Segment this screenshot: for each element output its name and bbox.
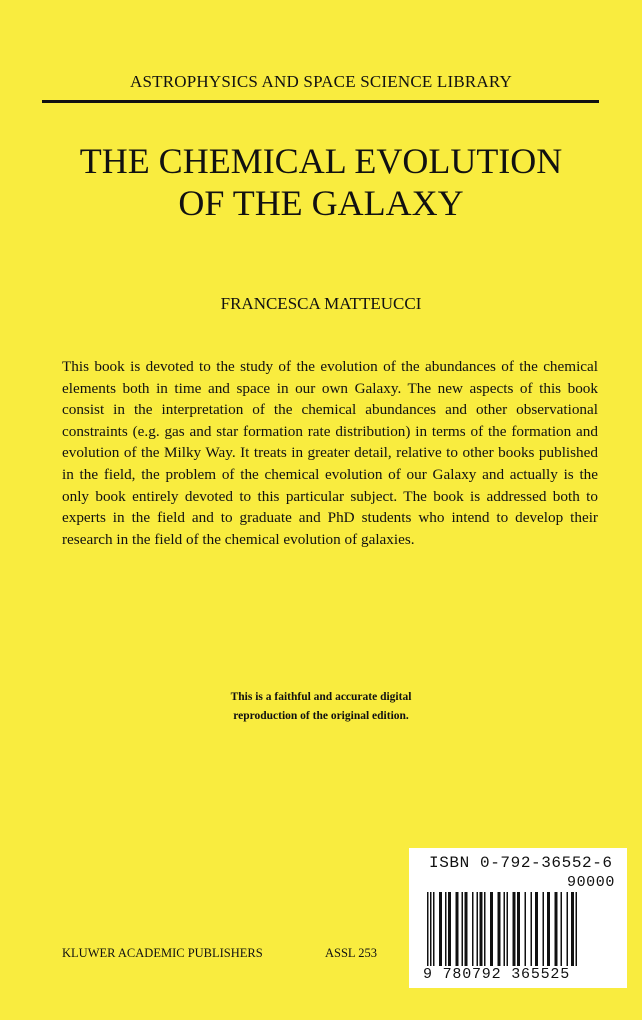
- barcode-bar: [439, 892, 442, 966]
- ean-digits: 9 780792 365525: [423, 966, 571, 983]
- barcode-bar: [445, 892, 447, 966]
- barcode-bar: [480, 892, 483, 966]
- barcode-bar: [513, 892, 516, 966]
- barcode-bar: [462, 892, 464, 966]
- book-title: [0, 140, 642, 224]
- barcode-bar: [472, 892, 474, 966]
- barcode-bar: [427, 892, 429, 966]
- barcode-bar: [448, 892, 451, 966]
- book-description: This book is devoted to the study of the evolution of the abundances of the chemical elements both in time and space in our own Galaxy. The new aspects of this book consist in the interpretation of the chemical abundances and other observational constraints (e.g. gas and star formation rate distribution) in terms of the formation and evolution of the Milky Way. It treats in greater detail, relative to other books published in the field, the problem of the chemical evolution of our Galaxy and actually is the only book entirely devoted to this particular subject. The book is addressed both to experts in the field and to graduate and PhD students who intend to develop their research in the field of the chemical evolution of galaxies.: [62, 358, 598, 548]
- barcode-bar: [430, 892, 432, 966]
- barcode-bar: [456, 892, 459, 966]
- series-title: ASTROPHYSICS AND SPACE SCIENCE LIBRARY: [129, 72, 512, 91]
- reproduction-note-line-1: This is a faithful and accurate digital: [230, 691, 412, 703]
- reproduction-note-line-2: reproduction of the original edition.: [233, 710, 409, 722]
- barcode-bar: [531, 892, 533, 966]
- barcode-bar: [498, 892, 501, 966]
- barcode-bar: [517, 892, 520, 966]
- barcode-bar: [571, 892, 574, 966]
- series-rule: [42, 100, 599, 103]
- barcode-bar: [490, 892, 493, 966]
- barcode-bar: [465, 892, 468, 966]
- barcode-bar: [433, 892, 435, 966]
- book-title-line-1: THE CHEMICAL EVOLUTION: [79, 141, 563, 181]
- barcode-bar: [484, 892, 486, 966]
- barcode-bar: [567, 892, 569, 966]
- reproduction-note: [0, 688, 642, 726]
- book-title-line-2: OF THE GALAXY: [178, 183, 464, 223]
- barcode-bar: [576, 892, 578, 966]
- publisher-name: KLUWER ACADEMIC PUBLISHERS: [62, 946, 263, 960]
- barcode-bar: [543, 892, 545, 966]
- barcode-bar: [555, 892, 558, 966]
- barcode-bar: [561, 892, 563, 966]
- barcode-bar: [477, 892, 479, 966]
- barcode-bar: [535, 892, 538, 966]
- barcode-bars: [423, 892, 613, 966]
- barcode-bar: [547, 892, 550, 966]
- author-name: FRANCESCA MATTEUCCI: [220, 294, 422, 313]
- barcode-bar: [504, 892, 506, 966]
- barcode-bar: [507, 892, 509, 966]
- isbn-text: ISBN 0-792-36552-6: [429, 854, 613, 872]
- series-number: ASSL 253: [325, 946, 377, 960]
- barcode-bar: [525, 892, 527, 966]
- price-code: 90000: [566, 874, 615, 891]
- barcode-box: [409, 848, 627, 988]
